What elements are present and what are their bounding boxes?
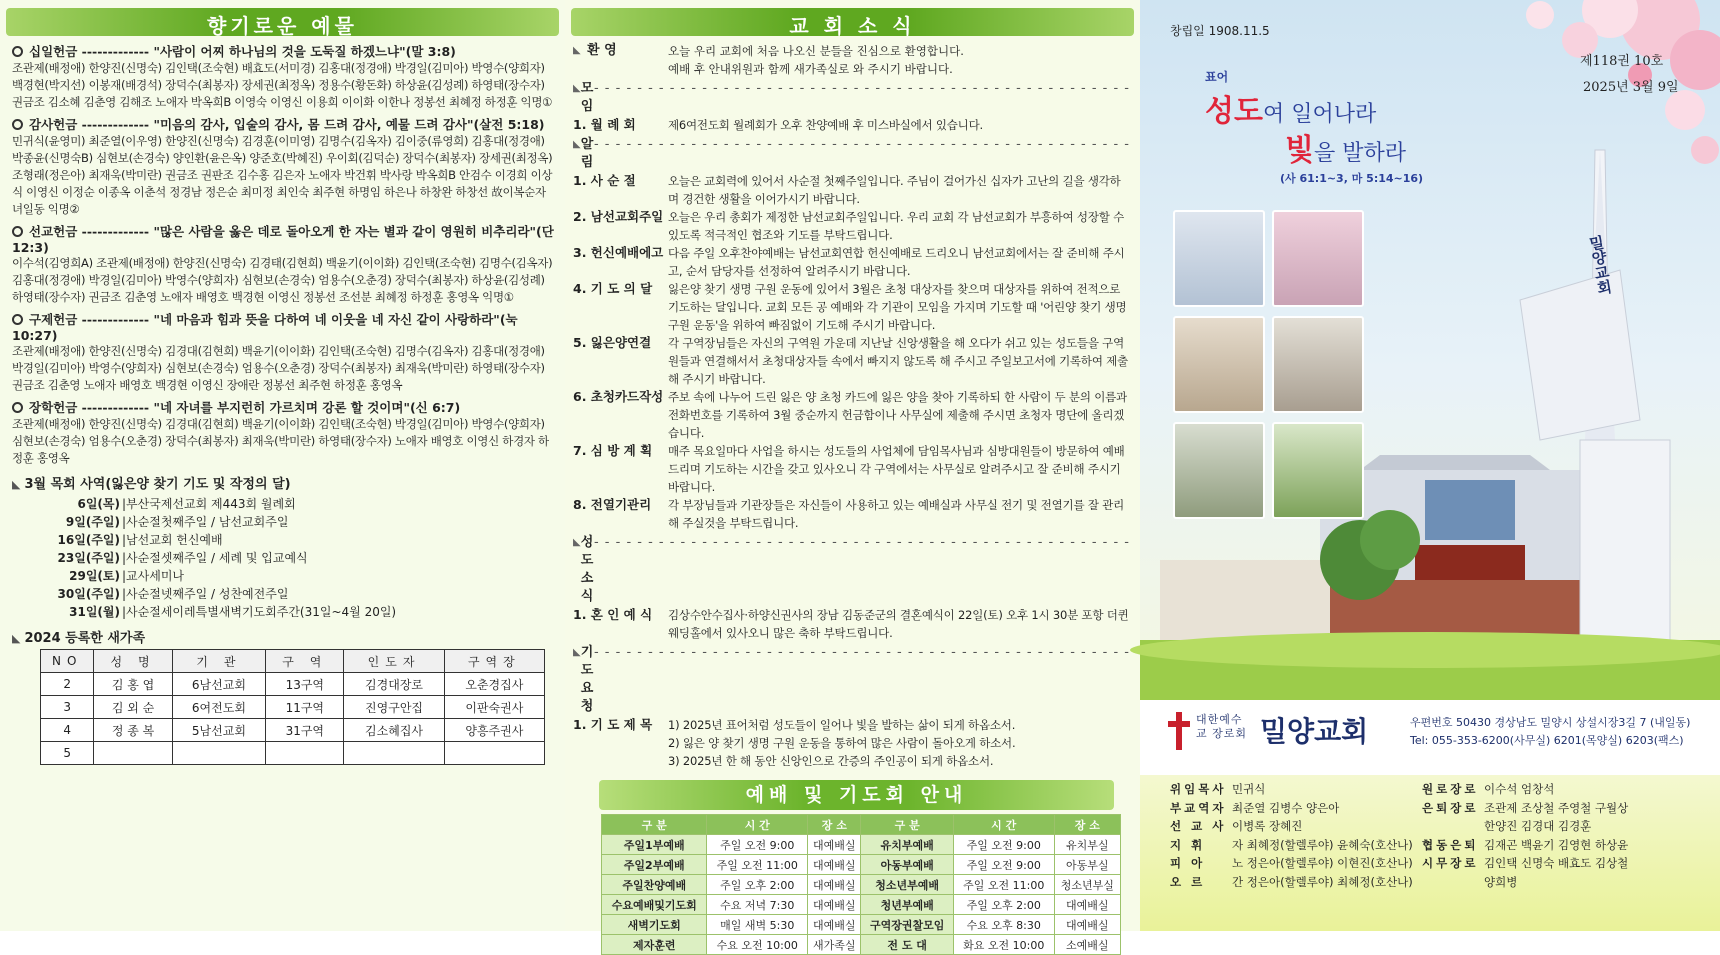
news-text: 각 구역장님들은 자신의 구역원 가운데 지난날 신앙생활을 해 오다가 쉬고 있는 성도들을 구역원들과 연결해서서 초청대상자들 속에서 빠지지 않도록 해 주시고 주일보고서에 기록하여 제출해 주시기 바랍니다. [668,336,1129,386]
news-text: 김상수안수집사·하양신권사의 장남 김동준군의 결혼예식이 22일(토) 오후 1시 30분 포항 더퀸웨딩홀에서 있사오니 많은 축하 부탁드립니다. [668,608,1129,640]
schedule-event: 사순절넷째주일 / 성찬예전주일 [126,587,289,601]
table-cell [344,742,444,765]
news-item-label: 3. 헌신예배에고 [573,245,664,260]
column-header: 기 관 [172,650,266,673]
column-header: 구 분 [602,815,707,835]
staff-row [1170,873,1413,892]
table-cell: 11구역 [266,696,344,719]
schedule-item [12,549,555,567]
staff-names: 김재곤 백윤기 김영현 하상윤 [1484,837,1629,852]
separator: | [122,569,127,583]
news-item [573,116,1130,134]
table-cell: 주일찬양예배 [602,875,707,895]
photo-meeting [1173,316,1265,413]
news-list [565,42,1140,770]
separator: | [122,551,127,565]
table-cell: 김경대장로 [344,673,444,696]
table-cell: 주일 오전 11:00 [953,875,1054,895]
news-section-label: 알 림 [580,137,594,170]
table-cell: 청소년부실 [1054,875,1120,895]
offering-donors: 민귀식(윤영미) 최준열(이우영) 한양진(신명숙) 김경훈(이미영) 김명수(김옥자) 김이중(류영희) 김홍대(정경애) 박종윤(신명숙B) 심현보(손경숙) 양인환(윤은옥) 양준호(박혜진) 우이회(김덕순) 장덕수(최봉자) 장세권(최정옥) 조형래(정은아) 최재욱(박미란) 권금조 권판조 김수홍 김은자 노애자 박건휘 박사랑 박옥희B 안검수 이경희 이상식 이영신 이정순 이종옥 이춘석 정경남 정은순 최미정 최인숙 최주현 하명임 하은나 하창완 하창선 故이복순자녀일동 익명② [12,134,553,216]
table-row [602,875,1121,895]
news-text: 주보 속에 나누어 드린 잃은 양 초청 카드에 잃은 양을 찾아 기록하되 한 사람이 두 분의 이름과 전화번호를 기록하여 3월 중순까지 헌금함이나 사무실에 제출해 주시면 초청자 명단에 올리겠습니다. [668,390,1127,440]
news-text: 오늘 우리 교회에 처음 나오신 분들을 진심으로 환영합니다. 예배 후 안내위원과 함께 새가족실로 와 주시기 바랍니다. [668,44,964,76]
address: 우편번호 50430 경상남도 밀양시 상설시장3길 7 (내일동) [1410,716,1691,729]
news-title-bar [571,8,1134,36]
offering-heading [12,398,555,416]
news-item-label: 1. 사 순 절 [573,173,636,188]
newfamily-table [40,649,545,765]
triangle-icon: ◣ [573,139,581,150]
staff-title: 선 교 사 [1170,819,1227,833]
news-section-label: 기 도 요 청 [580,645,594,714]
table-row [41,673,545,696]
table-cell: 6남선교회 [172,673,266,696]
offering-donors: 이수석(김영희A) 조관제(배정애) 한양진(신명숙) 김경태(김현희) 백윤기(이이화) 김인택(조숙현) 김명수(김옥자) 김홍대(정경애) 박경일(김미아) 박영수(양희자) 심현보(손경숙) 엄용수(오춘경) 장덕수(최봉자) 하상윤(김성례) 하영태(장수자) 권금조 김춘영 노애자 배영호 백경현 이영신 정봉선 조선분 최혜정 하정훈 홍영옥 익명① [12,256,553,304]
staff-names: 이병록 장혜진 [1232,819,1303,833]
news-section-label: 성 도 소 식 [580,535,594,604]
news-item-label: 5. 잃은양연결 [573,335,652,350]
circle-bullet-icon [12,314,23,325]
staff-row [1422,780,1628,799]
motto-line-1: 성도여 일어나라 [1205,94,1377,129]
table-cell: 주일 오전 11:00 [707,855,808,875]
table-cell: 주일 오후 2:00 [953,895,1054,915]
column-header: 구 역 [266,650,344,673]
table-cell: 수요예배및기도회 [602,895,707,915]
table-cell: 수요 오후 8:30 [953,915,1054,935]
news-section-heading [573,644,1130,716]
column-header: 시 간 [953,815,1054,835]
dotted-line: - - - - - - - - - - - - - - - - - - - - - - - - - - - - - - - - - - - - - - - - - - - - - - - - - - [593,137,1130,152]
denomination: 대한예수교 장로회 [1196,713,1248,740]
news-item [573,442,1130,496]
table-cell: 대예배실 [1054,915,1120,935]
schedule-event: 교사세미나 [126,569,185,583]
staff-title: 피 아 [1170,856,1206,870]
triangle-icon: ◣ [573,647,581,658]
table-cell [444,742,544,765]
offering-name: 감사헌금 [29,117,78,132]
dashes: ------------- [77,224,154,239]
column-header: 구역장 [444,650,544,673]
staff-names: 노 정은아(할렐루야) 이현진(호산나) [1232,856,1413,870]
staff-row [1422,799,1628,818]
staff-title: 위임목사 [1170,782,1227,796]
table-cell: 주일 오전 9:00 [953,855,1054,875]
table-cell: 대예배실 [808,835,861,855]
worship-table [601,814,1121,955]
news-text: 제6여전도회 월례회가 오후 찬양예배 후 미스바실에서 있습니다. [668,118,983,132]
photo-pastor [1173,210,1265,307]
triangle-icon: ◣ [12,632,21,645]
news-item [573,244,1130,280]
table-cell: 3 [41,696,94,719]
table-cell: 13구역 [266,673,344,696]
dotted-line: - - - - - - - - - - - - - - - - - - - - - - - - - - - - - - - - - - - - - - - - - - - - - - - - - - [593,645,1130,660]
staff-names: 이수석 엄창석 [1484,782,1555,796]
staff-row [1170,817,1413,836]
table-header-row [41,650,545,673]
staff-left-list [1170,780,1413,891]
table-cell: 전 도 대 [861,935,953,955]
photo-group-pink [1272,210,1364,307]
table-cell: 새가족실 [808,935,861,955]
church-info-box [1140,700,1720,775]
news-item [573,280,1130,334]
offering-heading [12,115,555,133]
circle-bullet-icon [12,119,23,130]
schedule-date: 9일(주일) [65,515,120,529]
staff-names: 간 정은아(할렐루야) 최혜정(호산나) [1232,874,1413,889]
circle-bullet-icon [12,46,23,57]
staff-row [1422,817,1628,836]
dashes: ------------- [77,117,154,132]
news-panel [565,0,1140,952]
news-item-label: 8. 전열기관리 [573,497,652,512]
offering-name: 구제헌금 [29,312,78,327]
table-cell: 청년부예배 [861,895,953,915]
offering-verse: "많은 사람을 옳은 데로 돌아오게 한 자는 별과 같이 영원히 비추리라"(단 12:3) [12,224,554,255]
table-cell: 청소년부예배 [861,875,953,895]
staff-names: 최준열 김병수 양은아 [1232,800,1340,815]
staff-title: 원로장로 [1422,782,1479,796]
table-cell: 김 외 순 [94,696,172,719]
offering-verse: "미음의 감사, 입술의 감사, 몸 드려 감사, 예물 드려 감사"(살전 5:18) [153,117,545,132]
news-item-label: 1. 혼 인 예 식 [573,607,653,622]
motto-label: 표어 [1205,70,1229,84]
table-cell: 수요 저녁 7:30 [707,895,808,915]
staff-title: 오 르 [1170,874,1206,889]
staff-title: 협동은퇴 [1422,837,1479,852]
staff-title: 은퇴장로 [1422,800,1479,815]
staff-row [1422,873,1628,892]
table-row [41,742,545,765]
table-row [41,696,545,719]
news-item-label: 1. 기 도 제 목 [573,717,653,732]
staff-right-list [1422,780,1628,891]
offering-name: 십일헌금 [29,44,78,59]
table-cell: 5남선교회 [172,719,266,742]
dashes: ------------- [77,400,154,415]
news-item [573,388,1130,442]
volume-number: 제118권 10호 [1580,54,1664,69]
news-item [573,208,1130,244]
news-item [573,606,1130,642]
table-cell: 김소혜집사 [344,719,444,742]
table-cell: 주일 오전 9:00 [953,835,1054,855]
schedule-date: 31일(월) [69,605,120,619]
staff-row [1170,854,1413,873]
column-header: 장 소 [808,815,861,835]
table-cell: 대예배실 [1054,895,1120,915]
staff-title: 지 휘 [1170,837,1206,852]
photo-dining [1173,422,1265,519]
offerings-list [0,42,565,467]
offerings-title-bar [6,8,559,36]
news-section-heading [573,42,1130,78]
schedule-date: 29일(토) [69,569,120,583]
church-name: 밀양교회 [1260,715,1369,748]
news-item-label: 6. 초청카드작성 [573,389,664,404]
table-cell: 5 [41,742,94,765]
dashes: ------------- [77,312,154,327]
table-cell: 아동부실 [1054,855,1120,875]
news-section-label: 모 임 [580,81,594,114]
news-text: 오늘은 교회력에 있어서 사순절 첫째주일입니다. 주님이 걸어가신 십자가 고난의 길을 생각하며 경건한 생활을 이어가시기 바랍니다. [668,174,1121,206]
triangle-icon: ◣ [573,83,581,94]
issue-date: 2025년 3월 9일 [1583,80,1679,95]
separator: | [122,515,127,529]
schedule-event: 부산국제선교회 제443회 월례회 [126,497,296,511]
table-cell: 2 [41,673,94,696]
cross-logo-icon [1168,712,1190,750]
separator: | [122,587,127,601]
table-cell: 유치부예배 [861,835,953,855]
table-cell: 주일 오전 9:00 [707,835,808,855]
table-cell: 구역장권찰모임 [861,915,953,935]
table-cell: 소예배실 [1054,935,1120,955]
table-cell: 대예배실 [808,915,861,935]
motto-line-2: 빛을 발하라 [1285,133,1406,168]
offering-donors: 조관제(배정애) 한양진(신명숙) 김인택(조숙현) 배효도(서미경) 김홍대(정경애) 박경일(김미아) 박영수(양희자) 백경현(박지선) 이봉재(배경석) 장덕수(최봉자) 장세권(최정옥) 정용수(황돈화) 하상윤(김성례) 하영태(장수자) 권금조 김소혜 김춘영 김해조 노애자 박옥희B 이영숙 이영신 이용희 이이화 이한나 정봉선 최혜정 하정훈 익명① [12,61,553,109]
schedule-item [12,513,555,531]
table-header-row [602,815,1121,835]
founded-date: 창립일 1908.11.5 [1170,24,1270,38]
newfamily-title: ◣ 2024 등록한 새가족 [12,631,146,646]
separator: | [122,497,127,511]
table-cell: 김 홍 엽 [94,673,172,696]
cover-panel [1140,0,1720,931]
photo-outdoor [1272,422,1364,519]
news-item-label: 1. 월 례 회 [573,117,636,132]
table-cell: 정 종 복 [94,719,172,742]
schedule-date: 23일(주일) [57,551,120,565]
schedule-title: ◣ 3월 목회 사역(잃은양 찾기 기도 및 작정의 달) [12,477,291,492]
offering-heading [12,222,555,255]
table-cell: 제자훈련 [602,935,707,955]
table-cell: 화요 오전 10:00 [953,935,1054,955]
schedule-item [12,603,555,621]
staff-title [1422,817,1484,836]
news-section-heading [573,80,1130,116]
column-header: 인도자 [344,650,444,673]
schedule-event: 남선교회 헌신예배 [126,533,223,547]
triangle-icon: ◣ [573,537,581,548]
table-cell: 유치부실 [1054,835,1120,855]
offerings-panel [0,0,565,931]
news-item-label: 7. 심 방 계 획 [573,443,653,458]
worship-title: 예배 및 기도회 안내 [599,780,1114,810]
table-row [41,719,545,742]
schedule-event: 사순절첫째주일 / 남선교회주일 [126,515,289,529]
schedule-date: 6일(목) [77,497,120,511]
table-row [602,895,1121,915]
table-row [602,915,1121,935]
news-text: 오늘은 우리 총회가 제정한 남선교회주일입니다. 우리 교회 각 남선교회가 부흥하여 성장할 수 있도록 적극적인 협조와 기도를 부탁드립니다. [668,210,1125,242]
column-header: 구 분 [861,815,953,835]
schedule-item [12,495,555,513]
table-cell: 오춘경집사 [444,673,544,696]
photo-congregation [1272,316,1364,413]
telephone: Tel: 055-353-6200(사무실) 6201(목양실) 6203(팩스) [1410,734,1684,747]
staff-row [1422,854,1628,873]
column-header: 성 명 [94,650,172,673]
table-cell: 4 [41,719,94,742]
offering-heading [12,310,555,343]
staff-names: 자 최혜정(할렐루야) 윤혜숙(호산나) [1232,837,1413,852]
table-cell: 6여전도회 [172,696,266,719]
staff-title: 부교역자 [1170,800,1227,815]
table-cell: 매일 새벽 5:30 [707,915,808,935]
table-cell: 수요 오전 10:00 [707,935,808,955]
offering-name: 장학헌금 [29,400,78,415]
table-cell: 31구역 [266,719,344,742]
schedule-item [12,567,555,585]
separator: | [122,533,127,547]
triangle-icon: ◣ [573,45,581,56]
table-cell: 진영구안집 [344,696,444,719]
column-header: 시 간 [707,815,808,835]
table-cell: 양흥주권사 [444,719,544,742]
table-cell: 대예배실 [808,875,861,895]
staff-row [1170,799,1413,818]
dashes: ------------- [77,44,154,59]
dotted-line: - - - - - - - - - - - - - - - - - - - - - - - - - - - - - - - - - - - - - - - - - - - - - - - - - - [593,535,1130,550]
offering-verse: "네 자녀를 부지런히 가르치며 강론 할 것이며"(신 6:7) [153,400,461,415]
staff-title: 시무장로 [1422,856,1479,870]
triangle-icon: ◣ [12,478,21,491]
schedule-event: 사순절세이레특별새벽기도회주간(31일~4월 20일) [126,605,397,619]
offering-donors: 조관제(배정애) 한양진(신명숙) 김경대(김현희) 백윤기(이이화) 김인택(조숙현) 김명수(김옥자) 김홍대(정경애) 박경일(김미아) 박영수(양희자) 심현보(손경숙) 엄용수(오춘경) 장덕수(최봉자) 최재욱(박미란) 하영태(장수자) 권금조 김춘영 노애자 배영호 백경현 이영신 장애란 정봉선 최주현 하정훈 홍영옥 [12,344,545,392]
news-item-label: 2. 남선교회주일 [573,209,664,224]
table-cell: 새벽기도회 [602,915,707,935]
offering-verse: "네 마음과 힘과 뜻을 다하여 네 이웃을 네 자신 같이 사랑하라"(눅 10:27) [12,312,518,343]
table-cell: 대예배실 [808,855,861,875]
table-cell: 주일1부예배 [602,835,707,855]
table-cell: 주일2부예배 [602,855,707,875]
schedule-list [12,495,555,621]
news-item [573,172,1130,208]
staff-names: 한양진 김경대 김경훈 [1484,819,1592,833]
schedule-date: 30일(주일) [57,587,120,601]
schedule-event: 사순절셋째주일 / 세례 및 입교예식 [126,551,308,565]
table-cell [94,742,172,765]
staff-names: 민귀식 [1232,782,1266,796]
news-text: 잃은양 찾기 생명 구원 운동에 있어서 3월은 초청 대상자를 찾으며 대상자를 위하여 전적으로 기도하는 달입니다. 교회 모든 공 예배와 각 기관이 모임을 가지며 기도할 때 '어린양 찾기 생명 구원 운동'을 위하여 빠짐없이 기도해 주시기 바랍니다. [668,282,1127,332]
schedule-date: 16일(주일) [57,533,120,547]
motto-reference: (사 61:1~3, 마 5:14~16) [1280,172,1424,185]
table-cell [172,742,266,765]
news-text: 매주 목요일마다 사업을 하시는 성도들의 사업체에 담임목사님과 심방대원들이 방문하여 예배드리며 기도하는 시간을 갖고 있사오니 각 구역에서는 사무실로 알려주시고 잘 준비해 주시기 바랍니다. [668,444,1125,494]
news-item [573,496,1130,532]
news-title: 교 회 소 식 [789,14,916,38]
table-row [602,835,1121,855]
offering-heading [12,42,555,60]
staff-names: 양희병 [1484,874,1518,889]
table-cell: 주일 오후 2:00 [707,875,808,895]
staff-names: 김인택 신명숙 배효도 김상철 [1484,856,1629,870]
dotted-line: - - - - - - - - - - - - - - - - - - - - - - - - - - - - - - - - - - - - - - - - - - - - - - - - - - [593,81,1130,96]
offering-donors: 조관제(배정애) 한양진(신명숙) 김경대(김현희) 백윤기(이이화) 김인택(조숙현) 박경일(김미아) 박영수(양희자) 심현보(손경숙) 엄용수(오춘경) 장덕수(최봉자) 최재욱(박미란) 하영태(장수자) 노애자 배영호 이영신 하경자 하정훈 홍영옥 [12,417,549,465]
news-item [573,334,1130,388]
schedule-item [12,585,555,603]
offerings-title: 향기로운 예물 [207,14,358,38]
news-text: 각 부장님들과 기관장들은 자신들이 사용하고 있는 예배실과 사무실 전기 및 전열기를 잘 관리해 주실것을 부탁드립니다. [668,498,1125,530]
offering-name: 선교헌금 [29,224,78,239]
separator: | [122,605,127,619]
staff-row [1170,836,1413,855]
table-cell: 대예배실 [808,895,861,915]
news-section-heading [573,136,1130,172]
staff-names: 조관제 조상철 주영철 구월상 [1484,800,1629,815]
schedule-item [12,531,555,549]
table-cell: 이판숙권사 [444,696,544,719]
table-row [602,935,1121,955]
news-item [573,716,1130,770]
staff-row [1422,836,1628,855]
offering-verse: "사람이 어찌 하나님의 것을 도둑질 하겠느냐"(말 3:8) [153,44,456,59]
news-section-heading [573,534,1130,606]
column-header: NO [41,650,94,673]
news-text: 다음 주일 오후찬야예배는 남선교회연합 헌신예배로 드리오니 남선교회에서는 잘 준비해 주시고, 순서 담당자를 선정하여 알려주시기 바랍니다. [668,246,1125,278]
news-text: 1) 2025년 표어처럼 성도들이 일어나 빛을 발하는 삶이 되게 하옵소서. 2) 잃은 양 찾기 생명 구원 운동을 통하여 많은 사람이 돌아오게 하소서. 3) 2025년 한 해 동안 신앙인으로 간증의 주인공이 되게 하옵소서. [668,718,1016,768]
table-row [602,855,1121,875]
circle-bullet-icon [12,402,23,413]
tower-sign: 밀양교회 [1585,233,1615,297]
table-cell [266,742,344,765]
staff-title [1422,873,1484,892]
staff-row [1170,780,1413,799]
circle-bullet-icon [12,226,23,237]
column-header: 장 소 [1054,815,1120,835]
news-item-label: 4. 기 도 의 달 [573,281,653,296]
news-section-label: 환 영 [587,43,617,58]
table-cell: 아동부예배 [861,855,953,875]
